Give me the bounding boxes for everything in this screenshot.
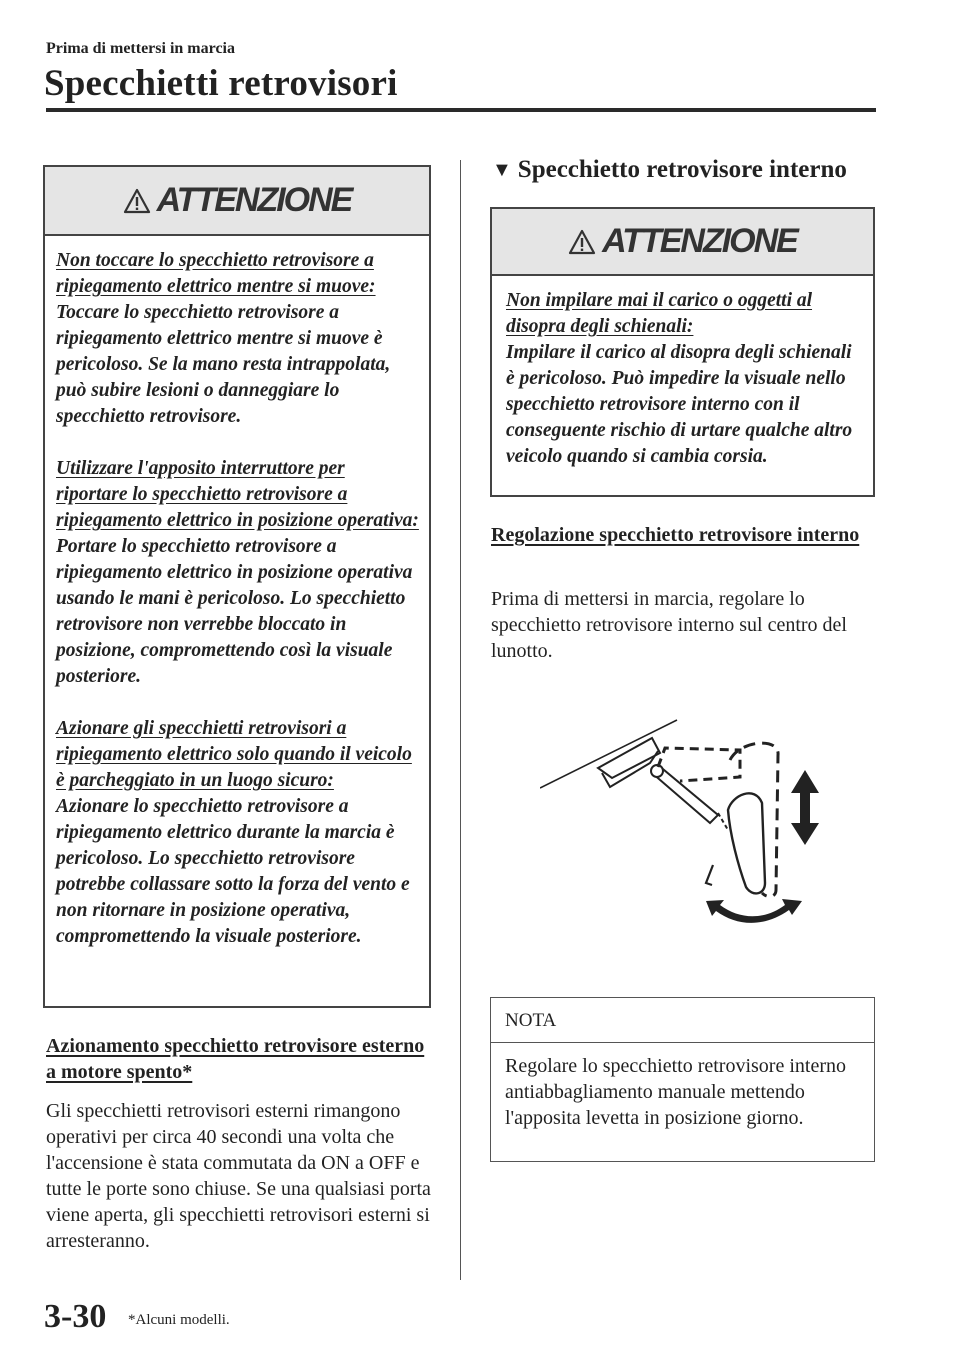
paragraph-adjust: Prima di mettersi in marcia, regolare lo specchietto retrovisore interno sul centro del lunotto. xyxy=(491,588,847,662)
mirror-body xyxy=(728,793,765,893)
warning-body xyxy=(45,236,429,950)
warning-box-folding-mirror xyxy=(43,165,431,1008)
title-rule xyxy=(46,108,876,112)
subsection-title-engine-off: Azionamento specchietto retrovisore esterno a motore spento* xyxy=(46,1035,425,1083)
interior-mirror-illustration xyxy=(540,715,830,930)
section-marker: ▼ xyxy=(492,158,512,181)
paragraph-engine-off: Gli specchietti retrovisori esterni rimangono operativi per circa 40 secondi una volta che l'accensione è stata commutata da ON a OFF e tutte le porte sono chiuse. Se una qualsiasi porta viene aperta, gli specchietti retrovisori esterni si arresteranno. xyxy=(46,1100,431,1252)
warning-title: Non impilare mai il carico o oggetti al disopra degli schienali: xyxy=(506,290,813,337)
warning-title-2: Utilizzare l'apposito interruttore per riportare lo specchietto retrovisore a ripiegamento elettrico in posizione operativa: xyxy=(56,458,419,531)
section-title: Specchietto retrovisore interno xyxy=(517,156,847,183)
page-title: Specchietti retrovisori xyxy=(44,63,398,104)
warning-title-1: Non toccare lo specchietto retrovisore a ripiegamento elettrico mentre si muove: xyxy=(56,250,376,297)
warning-body xyxy=(492,276,873,470)
day-night-lever xyxy=(706,865,713,885)
column-divider xyxy=(460,160,461,1280)
warning-text-1: Toccare lo specchietto retrovisore a ripiegamento elettrico mentre si muove è pericoloso. Se la mano resta intrappolata, può subire lesioni o danneggiare lo specchietto retrovisore. xyxy=(56,302,391,427)
note-text: Regolare lo specchietto retrovisore interno antiabbagliamento manuale mettendo l'apposita levetta in posizione giorno. xyxy=(505,1055,846,1129)
note-box xyxy=(490,997,875,1162)
warning-header xyxy=(492,209,873,276)
subsection-title-adjust: Regolazione specchietto retrovisore interno xyxy=(491,524,860,546)
footnote: *Alcuni modelli. xyxy=(128,1312,230,1328)
warning-heading: ATTENZIONE xyxy=(156,181,352,219)
warning-heading: ATTENZIONE xyxy=(602,222,797,260)
warning-title-3: Azionare gli specchietti retrovisori a ripiegamento elettrico solo quando il veicolo è parcheggiato in un luogo sicuro: xyxy=(56,718,412,791)
section-label: Prima di mettersi in marcia xyxy=(46,40,235,57)
note-heading: NOTA xyxy=(491,998,874,1043)
up-down-arrow-icon xyxy=(791,770,819,845)
warning-text-2: Portare lo specchietto retrovisore a ripiegamento elettrico in posizione operativa usando le mani è pericoloso. Lo specchietto retrovisore non verrebbe bloccato in posizione, compromettendo così la visuale posteriore. xyxy=(56,536,413,687)
warning-triangle-icon xyxy=(123,188,151,214)
warning-triangle-icon xyxy=(568,229,596,255)
section-heading-interior-mirror xyxy=(492,156,847,184)
rotation-arrow-icon xyxy=(706,899,802,923)
warning-text: Impilare il carico al disopra degli schienali è pericoloso. Può impedire la visuale nello specchietto retrovisore interno con il conseguente rischio di urtare qualche altro veicolo quando si cambia corsia. xyxy=(506,342,853,467)
page-number: 3-30 xyxy=(44,1298,107,1335)
warning-text-3: Azionare lo specchietto retrovisore a ripiegamento elettrico durante la marcia è pericoloso. Lo specchietto retrovisore potrebbe collassare sotto la forza del vento e non ritornare in posizione operativa, compromettendo la visuale posteriore. xyxy=(56,796,410,947)
warning-box-cargo xyxy=(490,207,875,497)
warning-header xyxy=(45,167,429,236)
